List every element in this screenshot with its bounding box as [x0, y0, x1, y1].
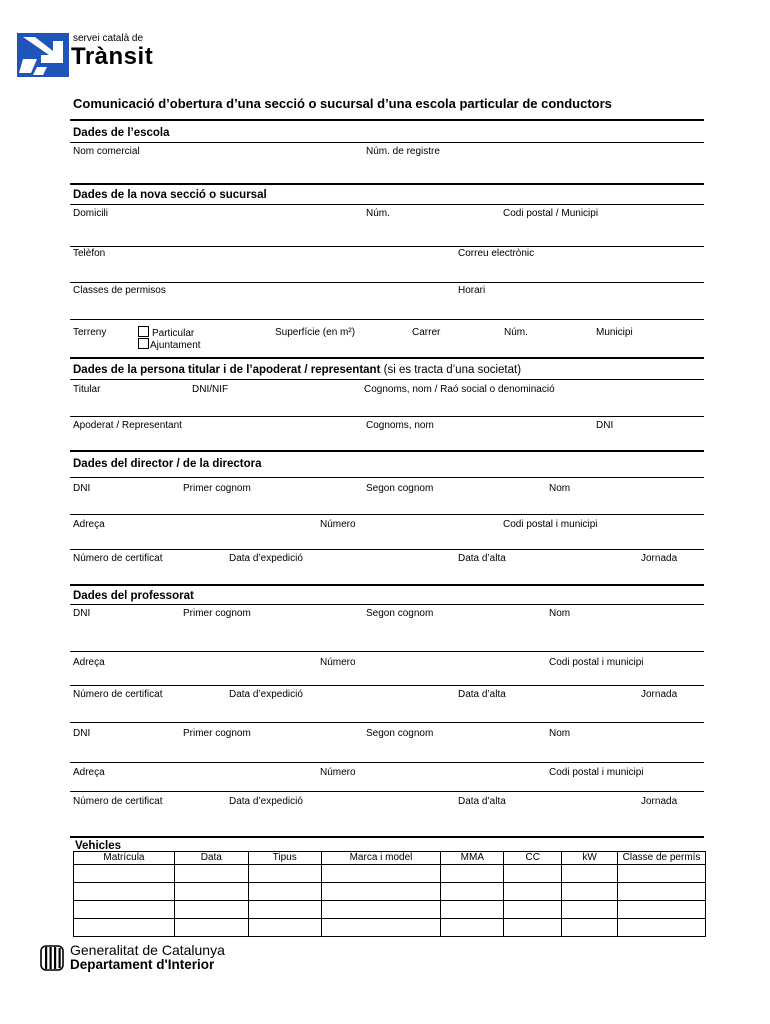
titular-heading-note: (si es tracta d’una societat) [383, 364, 522, 376]
field-rule [70, 142, 704, 143]
page-title: Comunicació d’obertura d’una secció o sucursal d’una escola particular de conductors [73, 96, 612, 111]
label-director-codi: Codi postal i municipi [503, 519, 598, 530]
logo-big-text: Trànsit [71, 43, 154, 70]
field-rule [70, 416, 704, 417]
label-prof1-dni: DNI [73, 608, 91, 619]
label-codi-postal: Codi postal / Municipi [503, 208, 599, 219]
field-rule [70, 791, 704, 792]
label-cognoms-nom-rao: Cognoms, nom / Raó social o denominació [364, 384, 555, 395]
checkbox-box-icon [138, 326, 149, 337]
col-classe-permis: Classe de permís [618, 852, 706, 865]
vehicles-table [73, 851, 706, 937]
checkbox-particular-label: Particular [152, 328, 195, 339]
label-prof2-codi: Codi postal i municipi [549, 767, 644, 778]
section-heading-seccio: Dades de la nova secció o sucursal [73, 189, 267, 201]
col-matricula: Matrícula [74, 852, 175, 865]
label-telefon: Telèfon [73, 248, 106, 259]
checkbox-ajuntament-label: Ajuntament [150, 340, 201, 351]
label-terreny: Terreny [73, 327, 107, 338]
label-prof1-codi: Codi postal i municipi [549, 657, 644, 668]
label-director-expedicio: Data d’expedició [229, 553, 303, 564]
col-data: Data [174, 852, 248, 865]
label-prof1-alta: Data d’alta [458, 689, 506, 700]
col-mma: MMA [441, 852, 504, 865]
label-director-numero: Número [320, 519, 356, 530]
section-rule [70, 584, 704, 586]
label-cognoms-nom: Cognoms, nom [366, 420, 434, 431]
label-prof2-certificat: Número de certificat [73, 796, 163, 807]
section-rule [70, 836, 704, 838]
field-rule [70, 282, 704, 283]
label-municipi: Municipi [596, 327, 633, 338]
field-rule [70, 685, 704, 686]
col-tipus: Tipus [248, 852, 321, 865]
label-director-primer: Primer cognom [183, 483, 251, 494]
generalitat-emblem-icon [40, 944, 64, 972]
label-superficie: Superfície (en m²) [275, 327, 356, 338]
section-heading-director: Dades del director / de la directora [73, 458, 262, 470]
field-rule [70, 651, 704, 652]
section-heading-escola: Dades de l’escola [73, 127, 170, 139]
field-rule [70, 514, 704, 515]
label-prof2-numero: Número [320, 767, 356, 778]
label-carrer: Carrer [412, 327, 441, 338]
label-dni-nif: DNI/NIF [192, 384, 229, 395]
label-prof1-certificat: Número de certificat [73, 689, 163, 700]
section-heading-vehicles: Vehicles [75, 840, 122, 852]
label-director-certificat: Número de certificat [73, 553, 163, 564]
label-dni-apoderat: DNI [596, 420, 614, 431]
transit-logo [17, 33, 177, 75]
label-prof1-primer: Primer cognom [183, 608, 251, 619]
label-prof2-dni: DNI [73, 728, 91, 739]
label-prof1-nom: Nom [549, 608, 571, 619]
section-heading-professorat: Dades del professorat [73, 590, 194, 602]
label-prof1-adreca: Adreça [73, 657, 105, 668]
field-rule [70, 246, 704, 247]
table-row[interactable] [74, 901, 706, 919]
col-kw: kW [562, 852, 618, 865]
col-cc: CC [504, 852, 562, 865]
field-rule [70, 604, 704, 605]
label-titular: Titular [73, 384, 101, 395]
label-nom-comercial: Nom comercial [73, 146, 140, 157]
label-correu: Correu electrònic [458, 248, 535, 259]
label-prof1-segon: Segon cognom [366, 608, 434, 619]
footer-department: Departament d'Interior [70, 957, 215, 972]
label-director-jornada: Jornada [641, 553, 678, 564]
section-rule [70, 357, 704, 359]
label-prof2-expedicio: Data d’expedició [229, 796, 303, 807]
label-prof1-jornada: Jornada [641, 689, 678, 700]
label-classes-permisos: Classes de permisos [73, 285, 166, 296]
field-rule [70, 549, 704, 550]
label-prof1-expedicio: Data d’expedició [229, 689, 303, 700]
titular-heading-text: Dades de la persona titular i de l’apoderat / representant [73, 364, 381, 376]
field-rule [70, 762, 704, 763]
label-prof2-jornada: Jornada [641, 796, 678, 807]
checkbox-box-icon [138, 338, 149, 349]
label-num-terreny: Núm. [504, 327, 528, 338]
transit-logo-mark-icon [17, 33, 69, 77]
field-rule [70, 319, 704, 320]
section-rule [70, 450, 704, 452]
table-row[interactable] [74, 865, 706, 883]
col-marca-model: Marca i model [321, 852, 441, 865]
label-prof2-nom: Nom [549, 728, 571, 739]
label-director-segon: Segon cognom [366, 483, 434, 494]
label-prof2-primer: Primer cognom [183, 728, 251, 739]
table-row[interactable] [74, 883, 706, 901]
field-rule [70, 379, 704, 380]
label-prof2-adreca: Adreça [73, 767, 105, 778]
label-prof2-segon: Segon cognom [366, 728, 434, 739]
label-prof2-alta: Data d’alta [458, 796, 506, 807]
label-apoderat: Apoderat / Representant [73, 420, 182, 431]
label-director-alta: Data d’alta [458, 553, 506, 564]
section-rule [70, 119, 704, 121]
logo-small-text: servei català de [73, 33, 144, 44]
section-rule [70, 183, 704, 185]
label-num-registre: Núm. de registre [366, 146, 440, 157]
label-domicili: Domicili [73, 208, 108, 219]
label-director-nom: Nom [549, 483, 571, 494]
field-rule [70, 722, 704, 723]
checkbox-ajuntament[interactable] [138, 338, 201, 352]
footer-generalitat: Generalitat de Catalunya [70, 942, 225, 958]
label-num: Núm. [366, 208, 390, 219]
label-director-adreca: Adreça [73, 519, 105, 530]
table-row[interactable] [74, 919, 706, 937]
label-director-dni: DNI [73, 483, 91, 494]
section-heading-titular [73, 363, 521, 377]
field-rule [70, 477, 704, 478]
label-prof1-numero: Número [320, 657, 356, 668]
field-rule [70, 204, 704, 205]
vehicles-header-row [74, 852, 706, 865]
label-horari: Horari [458, 285, 486, 296]
